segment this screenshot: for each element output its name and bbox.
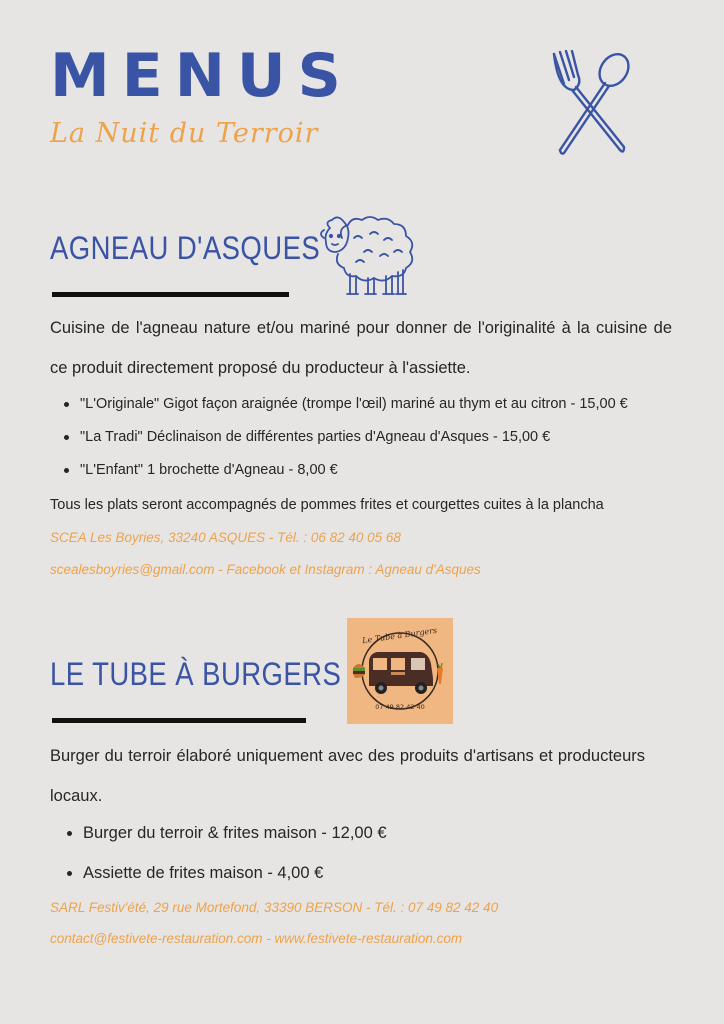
logo-phone: 07 49 82 42 40 [375, 703, 425, 711]
page-subtitle: La Nuit du Terroir [50, 118, 319, 149]
list-item: "L'Enfant" 1 brochette d'Agneau - 8,00 € [80, 454, 720, 487]
page-title: MENUS [50, 41, 353, 111]
sheep-icon [320, 208, 420, 300]
producer-contact: contact@festivete-restauration.com - www.festivete-restauration.com [50, 931, 463, 946]
producer-address: SCEA Les Boyries, 33240 ASQUES - Tél. : 06 82 40 05 68 [50, 530, 401, 545]
menu-list-burgers [55, 813, 683, 893]
fork-spoon-icon [548, 50, 632, 156]
list-item: Burger du terroir & frites maison - 12,00 € [83, 813, 683, 853]
side-dish-note: Tous les plats seront accompagnés de pommes frites et courgettes cuites à la plancha [50, 497, 604, 513]
logo-text-top: Le Tube à Burgers [361, 625, 438, 646]
section-divider [52, 292, 289, 297]
section-title-tube-a-burgers: LE TUBE À BURGERS [50, 656, 342, 692]
producer-contact: scealesboyries@gmail.com - Facebook et Instagram : Agneau d'Asques [50, 562, 481, 577]
section-description: Burger du terroir élaboré uniquement avec des produits d'artisans et producteurs locaux. [50, 747, 645, 805]
food-truck-logo [347, 618, 453, 724]
producer-address: SARL Festiv'été, 29 rue Mortefond, 33390 BERSON - Tél. : 07 49 82 42 40 [50, 900, 499, 915]
list-item: "L'Originale" Gigot façon araignée (trompe l'œil) mariné au thym et au citron - 15,00 € [80, 388, 720, 421]
section-description: Cuisine de l'agneau nature et/ou mariné pour donner de l'originalité à la cuisine de ce produit directement proposé du producteur à l'assiette. [50, 319, 672, 377]
list-item: Assiette de frites maison - 4,00 € [83, 853, 683, 893]
menu-list-agneau [52, 388, 720, 487]
list-item: "La Tradi" Déclinaison de différentes parties d'Agneau d'Asques - 15,00 € [80, 421, 720, 454]
section-divider [52, 718, 306, 723]
section-title-agneau: AGNEAU D'ASQUES [50, 230, 321, 266]
